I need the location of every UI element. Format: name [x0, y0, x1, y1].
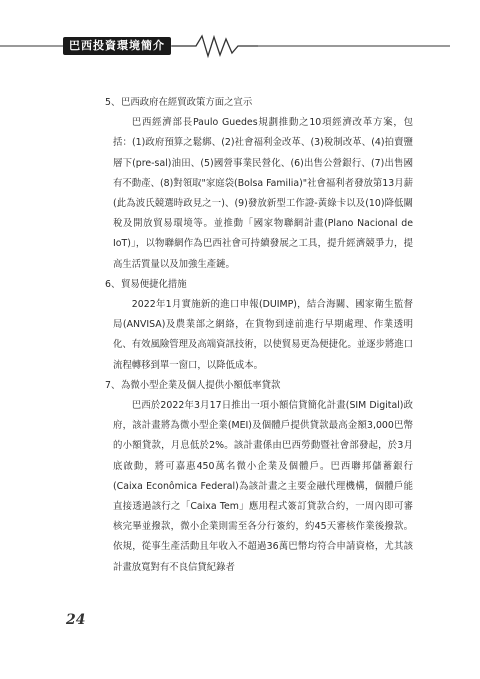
section-number: 5、 [105, 97, 121, 108]
page-number: 24 [66, 612, 86, 628]
heartbeat-wave-icon [172, 36, 258, 56]
running-header [0, 33, 480, 59]
section-heading [105, 275, 413, 295]
paragraph: 巴西經濟部長Paulo Guedes規劃推動之10項經濟改革方案，包括：(1)政府預算之鬆綁、(2)社會福利金改革、(3)稅制改革、(4)拍賣鹽層下(pre-sal)油田、(5)國營事業民營化、(6)出售公營銀行、(7)出售國有不動產、(8)對領取"家庭袋(Bolsa Familia)"社會福利者發放第13月薪(此為波氏競選時政見之一)、(9)發放新型工作證-黃綠卡以及(10)降低關稅及開放貿易環境等。並推動「國家物聯網計畫(Plano Nacional de IoT)」，以物聯網作為巴西社會可持續發展之工具，提升經濟競爭力，提高生活質量以及加強生產鏈。 [113, 117, 413, 270]
section-number: 7、 [105, 379, 121, 391]
section [105, 275, 414, 376]
section-heading [105, 93, 413, 113]
section [105, 376, 413, 578]
section-heading [105, 376, 413, 396]
section-number: 6、 [105, 278, 121, 290]
section-title: 巴西政府在經貿政策方面之宣示 [121, 97, 253, 108]
section-title: 貿易便捷化措施 [121, 278, 187, 290]
paragraph: 巴西於2022年3月17日推出一項小額信貸簡化計畫(SIM Digital)政府，該計畫將為微小型企業(MEI)及個體戶提供貸款最高金額3,000巴幣的小額貸款，月息低於2%。該計畫係由巴西勞動暨社會部發起，於3月底啟動，將可嘉惠450萬名微小企業及個體戶。巴西聯邦儲蓄銀行(Caixa Econômica Federal)為該計畫之主要金融代理機構，個體戶能直接透過該行之「Caixa Tem」應用程式簽訂貸款合約，一周內即可審核完畢並撥款，微小企業則需至各分行簽約，約45天審核作業後撥款。依規，從事生產活動且年收入不超過36萬巴幣均符合申請資格，尤其該計畫放寬對有不良信貸紀錄者 [113, 400, 413, 573]
page-body [105, 93, 414, 578]
section-title: 為微小型企業及個人提供小額低率貸款 [121, 379, 281, 391]
section [105, 93, 413, 275]
header-title: 巴西投資環境簡介 [63, 37, 171, 55]
paragraph: 2022年1月實施新的進口申報(DUIMP)，結合海關、國家衛生監督局(ANVISA)及農業部之網絡，在貨物到達前進行早期處理、作業透明化、有效風險管理及高端資訊技術，以使貿易更為便捷化。並逐步將進口流程轉移到單一窗口，以降低成本。 [113, 299, 414, 371]
